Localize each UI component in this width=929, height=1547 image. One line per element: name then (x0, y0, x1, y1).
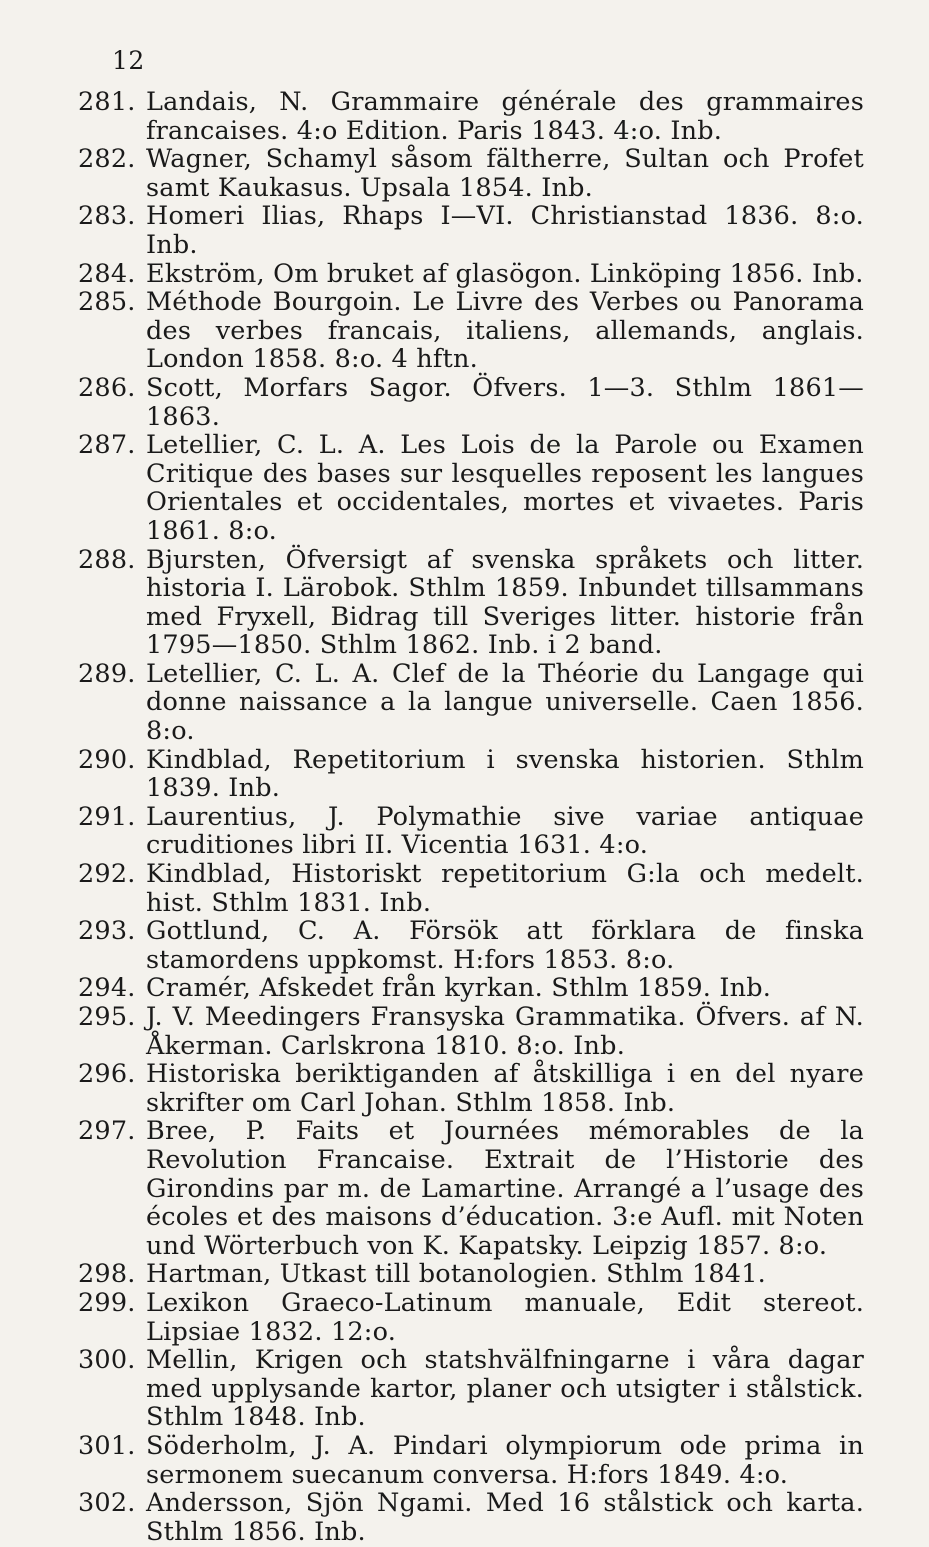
entry-number: 290. (78, 744, 136, 775)
entry-text: Homeri Ilias, Rhaps I—VI. Christianstad 1836. 8:o. Inb. (146, 201, 864, 260)
catalogue-entry (78, 1059, 864, 1118)
catalogue-entry (78, 372, 864, 432)
entry-text: Méthode Bourgoin. Le Livre des Verbes ou Panorama des verbes francais, italiens, allemands, anglais. London 1858. 8:o. 4 hftn. (146, 287, 864, 375)
entry-text: Andersson, Sjön Ngami. Med 16 stålstick och karta. Sthlm 1856. Inb. (146, 1488, 864, 1547)
page-number: 12 (112, 46, 145, 75)
catalogue-entry (78, 973, 864, 1004)
catalogue-entry (78, 287, 864, 375)
entry-text: Scott, Morfars Sagor. Öfvers. 1—3. Sthlm 1861—1863. (146, 372, 864, 432)
entry-text: Wagner, Schamyl såsom fältherre, Sultan och Profet samt Kaukasus. Upsala 1854. Inb. (146, 144, 864, 203)
entry-number: 288. (78, 544, 136, 575)
entry-number: 283. (78, 201, 136, 232)
catalogue-entry (78, 1116, 864, 1261)
entry-text: Hartman, Utkast till botanologien. Sthlm 1841. (146, 1259, 766, 1290)
entry-number: 301. (78, 1430, 136, 1461)
entry-number: 302. (78, 1488, 136, 1519)
catalogue-list (0, 88, 929, 1546)
catalogue-entry (78, 658, 864, 747)
entry-text: Laurentius, J. Polymathie sive variae antiquae cruditiones libri II. Vicentia 1631. 4:o. (146, 801, 864, 861)
catalogue-entry (78, 1345, 864, 1433)
entry-text: J. V. Meedingers Fransyska Grammatika. Öfvers. af N. Åkerman. Carlskrona 1810. 8:o. Inb. (146, 1002, 864, 1061)
entry-text: Landais, N. Grammaire générale des grammaires francaises. 4:o Edition. Paris 1843. 4:o. Inb. (146, 87, 864, 146)
catalogue-entry (78, 430, 864, 546)
catalogue-entry (78, 744, 864, 804)
entry-text: Cramér, Afskedet från kyrkan. Sthlm 1859. Inb. (146, 973, 772, 1004)
entry-text: Historiska beriktiganden af åtskilliga i en del nyare skrifter om Carl Johan. Sthlm 1858. Inb. (146, 1059, 864, 1118)
catalogue-entry (78, 1002, 864, 1061)
entry-number: 293. (78, 916, 136, 947)
entry-number: 289. (78, 658, 136, 689)
catalogue-entry (78, 258, 864, 289)
entry-text: Bjursten, Öfversigt af svenska språkets och litter. historia I. Lärobok. Sthlm 1859. Inbundet tillsammans med Fryxell, Bidrag till Sveriges litter. historie från 1795—1850. Sthlm 1862. Inb. i 2 band. (146, 544, 864, 661)
catalogue-entry (78, 201, 864, 260)
entry-number: 281. (78, 87, 136, 117)
catalogue-entry (78, 859, 864, 918)
entry-number: 297. (78, 1116, 136, 1147)
entry-text: Bree, P. Faits et Journées mémorables de la Revolution Francaise. Extrait de l’Historie des Girondins par m. de Lamartine. Arrangé a l’usage des écoles et des maisons d’éducation. 3:e Aufl. mit Noten und Wörterbuch von K. Kapatsky. Leipzig 1857. 8:o. (146, 1116, 864, 1261)
entry-number: 286. (78, 372, 136, 403)
entry-number: 285. (78, 287, 136, 318)
entry-text: Letellier, C. L. A. Les Lois de la Parole ou Examen Critique des bases sur lesquelles reposent les langues Orientales et occidentales, mortes et vivaetes. Paris 1861. 8:o. (146, 430, 864, 546)
catalogue-entry (78, 1259, 864, 1290)
catalogue-entry (78, 544, 864, 661)
entry-number: 282. (78, 144, 136, 175)
entry-number: 296. (78, 1059, 136, 1090)
entry-number: 287. (78, 430, 136, 461)
entry-number: 294. (78, 973, 136, 1004)
entry-text: Kindblad, Repetitorium i svenska historien. Sthlm 1839. Inb. (146, 744, 864, 804)
catalogue-entry (78, 1430, 864, 1490)
entry-number: 292. (78, 859, 136, 890)
entry-number: 299. (78, 1287, 136, 1318)
catalogue-entry (78, 1287, 864, 1347)
catalogue-entry (78, 87, 864, 146)
catalogue-entry (78, 1488, 864, 1547)
entry-text: Kindblad, Historiskt repetitorium G:la och medelt. hist. Sthlm 1831. Inb. (146, 859, 864, 918)
catalogue-entry (78, 144, 864, 203)
entry-text: Letellier, C. L. A. Clef de la Théorie du Langage qui donne naissance a la langue universelle. Caen 1856. 8:o. (146, 658, 864, 747)
entry-text: Lexikon Graeco-Latinum manuale, Edit stereot. Lipsiae 1832. 12:o. (146, 1287, 864, 1347)
catalogue-entry (78, 916, 864, 975)
entry-text: Söderholm, J. A. Pindari olympiorum ode prima in sermonem suecanum conversa. H:fors 1849. 4:o. (146, 1430, 864, 1490)
entry-number: 298. (78, 1259, 136, 1290)
entry-text: Ekström, Om bruket af glasögon. Linköping 1856. Inb. (146, 258, 864, 289)
entry-text: Mellin, Krigen och statshvälfningarne i våra dagar med upplysande kartor, planer och utsigter i stålstick. Sthlm 1848. Inb. (146, 1345, 864, 1433)
entry-text: Gottlund, C. A. Försök att förklara de finska stamordens uppkomst. H:fors 1853. 8:o. (146, 916, 864, 975)
entry-number: 291. (78, 801, 136, 832)
entry-number: 300. (78, 1345, 136, 1376)
catalogue-entry (78, 801, 864, 861)
entry-number: 295. (78, 1002, 136, 1032)
entry-number: 284. (78, 258, 136, 289)
